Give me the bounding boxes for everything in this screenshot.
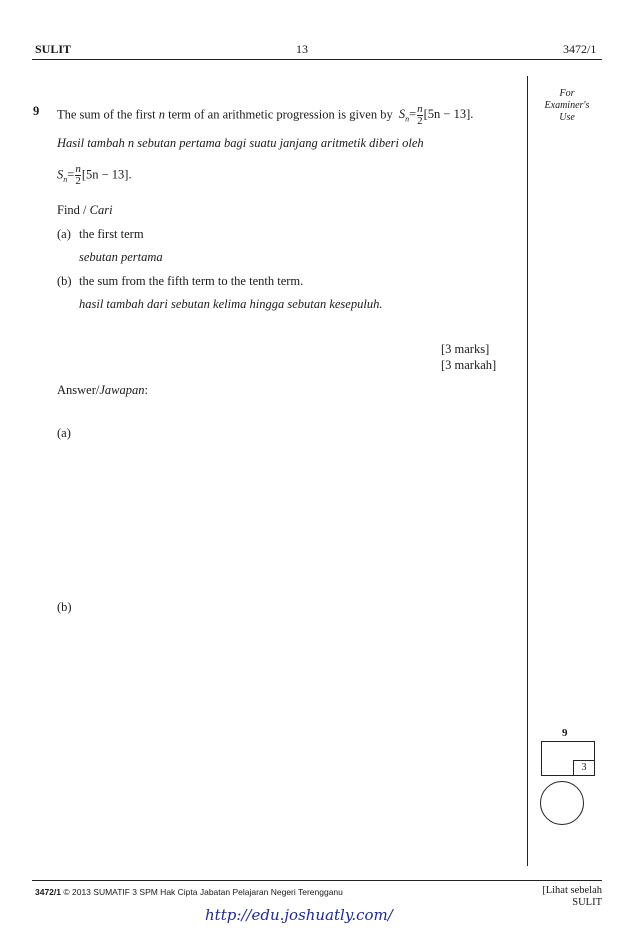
formula-display-lhs: S: [57, 167, 64, 182]
footer-copyright-text: © 2013 SUMATIF 3 SPM Hak Cipta Jabatan Pelajaran Negeri Terengganu: [63, 887, 343, 897]
paper-code: 3472/1: [563, 42, 597, 56]
part-b-text-en: the sum from the fifth term to the tenth term.: [79, 274, 304, 288]
examiner-label: [537, 88, 597, 124]
find-instruction: [57, 203, 113, 218]
page-number: 13: [296, 42, 308, 56]
answer-colon: :: [144, 383, 148, 397]
footer-next-page: [514, 885, 602, 909]
stem-suffix: term of an arithmetic progression is given by: [168, 107, 393, 122]
examiner-label-line1: For: [559, 88, 575, 99]
find-ms: Cari: [89, 203, 113, 217]
footer-next-line1: [Lihat sebelah: [542, 885, 602, 896]
formula-lhs: S: [398, 107, 406, 122]
marks-en: [3 marks]: [441, 342, 490, 356]
formula-display-equals: =: [67, 167, 75, 182]
score-box: [541, 741, 595, 776]
header-rule: [32, 59, 602, 60]
formula-display: [57, 164, 132, 187]
examiner-column-rule: [527, 76, 528, 866]
part-a-text-en: the first term: [79, 227, 144, 241]
header-sulit: SULIT: [35, 42, 72, 56]
answer-label-en: Answer/: [57, 383, 100, 397]
answer-part-a: (a): [57, 426, 71, 440]
fraction-denominator: 2: [417, 115, 423, 127]
question-number: 9: [33, 104, 40, 118]
formula-display-fraction: [75, 164, 81, 187]
formula-display-bracket: [5n − 13]: [81, 167, 129, 182]
question-stem-ms: Hasil tambah n sebutan pertama bagi suatu janjang aritmetik diberi oleh: [57, 136, 424, 150]
footer-rule: [32, 880, 602, 881]
fraction-numerator: n: [417, 103, 423, 115]
formula-inline: [398, 103, 474, 127]
footer-copyright: [35, 887, 343, 897]
find-en: Find /: [57, 203, 87, 217]
marks-ms: [3 markah]: [441, 358, 497, 372]
question-stem-en: [57, 104, 473, 127]
formula-bracket: [5n − 13]: [423, 107, 471, 122]
display-denominator: 2: [75, 175, 81, 187]
part-b-label: (b): [57, 274, 72, 288]
formula-display-sub: n: [63, 174, 68, 184]
stem-prefix: The sum of the first: [57, 107, 156, 122]
footer-code: 3472/1: [35, 887, 61, 897]
examiner-label-line2: Examiner's: [544, 100, 590, 111]
answer-label: [57, 383, 148, 398]
formula-equals: =: [409, 107, 417, 122]
marks-circle: [540, 781, 584, 825]
formula-sub: n: [405, 114, 410, 124]
score-question-number: 9: [562, 727, 568, 739]
display-numerator: n: [75, 163, 81, 175]
answer-part-b: (b): [57, 600, 72, 614]
formula-period: .: [470, 107, 474, 122]
part-a-text-ms: sebutan pertama: [79, 250, 163, 264]
stem-n: n: [158, 107, 165, 122]
examiner-label-line3: Use: [559, 112, 575, 123]
formula-fraction: [417, 104, 423, 127]
part-a-label: (a): [57, 227, 71, 241]
part-b-text-ms: hasil tambah dari sebutan kelima hingga sebutan kesepuluh.: [79, 297, 383, 311]
answer-label-ms: Jawapan: [99, 383, 145, 397]
footer-url[interactable]: http://edu.joshuatly.com/: [205, 906, 393, 924]
footer-next-line2: SULIT: [572, 897, 602, 908]
formula-display-period: .: [128, 167, 132, 182]
max-marks-box: 3: [573, 760, 595, 776]
